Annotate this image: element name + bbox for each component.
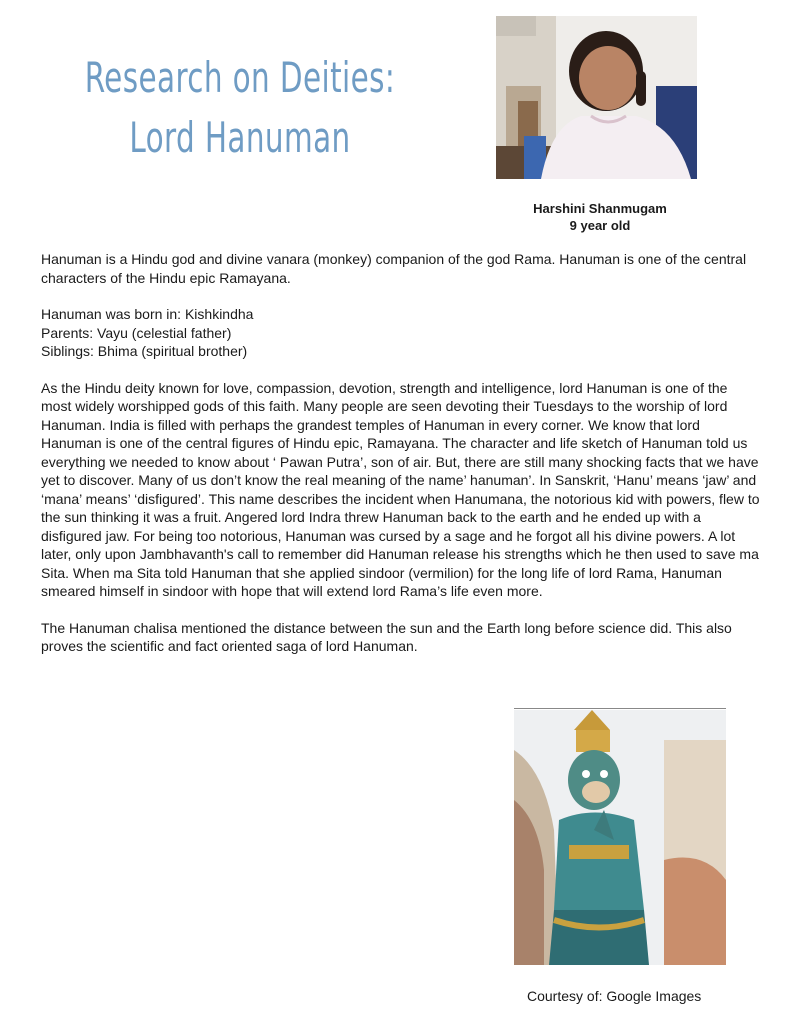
- image-divider: [514, 708, 726, 709]
- image-caption: Courtesy of: Google Images: [527, 988, 702, 1004]
- author-photo: [496, 16, 697, 179]
- facts-list: [41, 305, 761, 361]
- intro-paragraph: Hanuman is a Hindu god and divine vanara (monkey) companion of the god Rama. Hanuman is one of the central characters of the Hindu epic Ramayana.: [41, 251, 747, 286]
- fact-birthplace: Hanuman was born in: Kishkindha: [41, 306, 254, 322]
- title-line-2: Lord Hanuman: [129, 113, 351, 162]
- fact-parents: Parents: Vayu (celestial father): [41, 324, 232, 341]
- article-body: [41, 250, 761, 674]
- author-age: 9 year old: [569, 218, 631, 233]
- author-block: [510, 200, 690, 234]
- title-line-1: Research on Deities:: [84, 53, 396, 102]
- closing-paragraph: The Hanuman chalisa mentioned the distance between the sun and the Earth long before science did. This also proves the scientific and fact oriented saga of lord Hanuman.: [41, 619, 732, 654]
- author-photo-illustration: [496, 16, 697, 179]
- fact-siblings: Siblings: Bhima (spiritual brother): [41, 343, 248, 359]
- author-name: Harshini Shanmugam: [533, 201, 667, 216]
- page-title: [84, 48, 396, 168]
- hanuman-statue-image: [514, 710, 726, 965]
- hanuman-statue-illustration: [514, 710, 726, 965]
- main-paragraph: As the Hindu deity known for love, compassion, devotion, strength and intelligence, lord Hanuman is one of the most widely worshipped gods of this faith. Many people are seen devoting their Tuesdays to the worship of lord Hanuman. India is filled with perhaps the grandest temples of Hanuman in every corner. We know that lord Hanuman is one of the central figures of Hindu epic, Ramayana. The character and life sketch of Hanuman told us everything we needed to know about ‘ Pawan Putra’, son of air. But, there are still many shocking facts that we have yet to discover. Many of us don’t know the real meaning of the name’ hanuman’. In Sanskrit, ‘Hanu’ means ‘jaw’ and ‘mana’ means’ ‘disfigured’. This name describes the incident when Hanumana, the notorious kid with powers, flew to the sun thinking it was a fruit. Angered lord Indra threw Hanuman back to the earth and he ended up with a disfigured jaw. For being too notorious, Hanuman was cursed by a sage and he forgot all his divine powers. A lot later, only upon Jambhavanth's call to remember did Hanuman release his strengths which he then used to save ma Sita. When ma Sita told Hanuman that she applied sindoor (vermilion) for the long life of lord Rama, Hanuman smeared himself in sindoor with hope that will extend lord Rama’s life even more.: [41, 379, 760, 599]
